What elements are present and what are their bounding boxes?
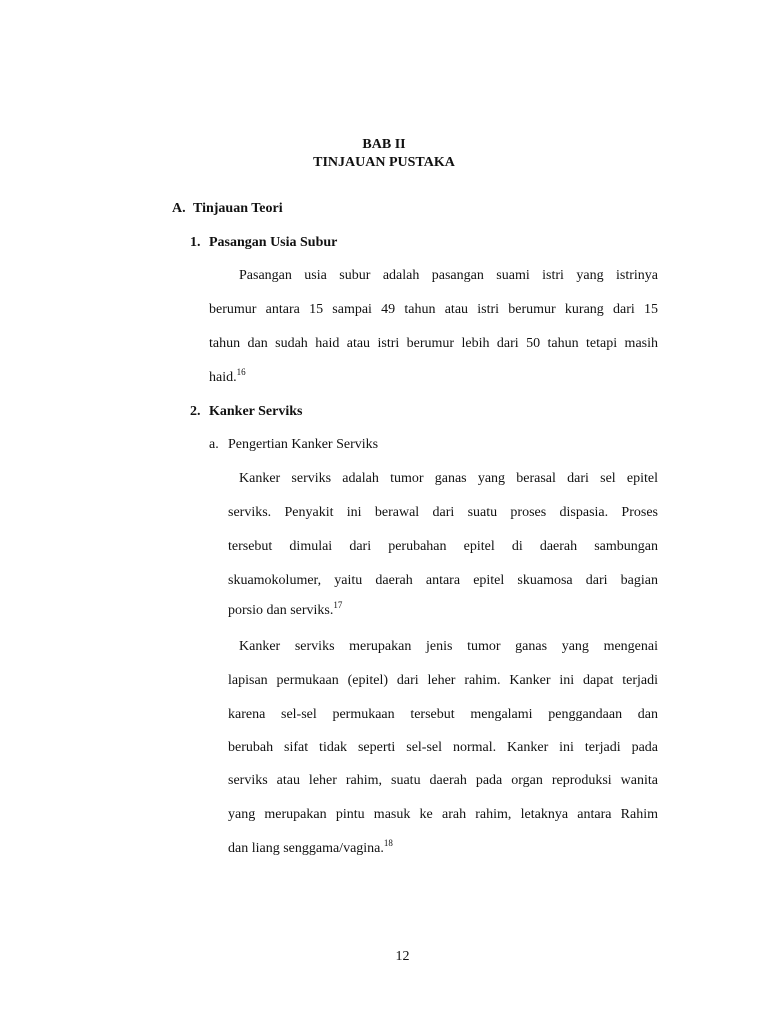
paragraph-last-line <box>209 369 658 387</box>
item-title: Pengertian Kanker Serviks <box>228 437 379 452</box>
paragraph-line: serviks atau leher rahim, suatu daerah pada organ reproduksi wanita <box>228 773 658 788</box>
paragraph-last-line <box>228 602 658 620</box>
paragraph-line: Kanker serviks merupakan jenis tumor ganas yang mengenai <box>239 639 658 654</box>
paragraph-line: skuamokolumer, yaitu daerah antara epitel skuamosa dari bagian <box>228 573 658 588</box>
paragraph-line: berumur antara 15 sampai 49 tahun atau istri berumur kurang dari 15 <box>209 302 658 317</box>
paragraph-text: dan liang senggama/vagina. <box>228 841 384 856</box>
page-number: 12 <box>395 949 410 964</box>
subsection-heading-1 <box>190 234 337 252</box>
paragraph-line: berubah sifat tidak seperti sel-sel normal. Kanker ini terjadi pada <box>228 740 658 755</box>
paragraph-text: porsio dan serviks. <box>228 603 334 618</box>
section-marker: A. <box>172 201 186 216</box>
chapter-title: TINJAUAN PUSTAKA <box>313 155 455 170</box>
paragraph-line: Pasangan usia subur adalah pasangan suami istri yang istrinya <box>239 268 658 283</box>
paragraph-line: serviks. Penyakit ini berawal dari suatu proses dispasia. Proses <box>228 505 658 520</box>
footnote-marker: 18 <box>383 838 393 848</box>
subsection-marker: 2. <box>190 404 201 419</box>
paragraph-line: lapisan permukaan (epitel) dari leher rahim. Kanker ini dapat terjadi <box>228 673 658 688</box>
section-heading-a <box>172 200 283 218</box>
footnote-marker: 17 <box>333 600 343 610</box>
paragraph-line: yang merupakan pintu masuk ke arah rahim, letaknya antara Rahim <box>228 807 658 822</box>
section-title: Tinjauan Teori <box>193 201 283 216</box>
chapter-label: BAB II <box>362 137 406 152</box>
subsection-title: Pasangan Usia Subur <box>209 235 338 250</box>
subsection-heading-2 <box>190 403 302 421</box>
item-marker: a. <box>209 437 219 452</box>
footnote-marker: 16 <box>236 367 246 377</box>
paragraph-text: haid. <box>209 370 237 385</box>
item-heading-a <box>209 436 378 454</box>
paragraph-last-line <box>228 840 658 858</box>
paragraph-line: tersebut dimulai dari perubahan epitel di daerah sambungan <box>228 539 658 554</box>
paragraph-line: Kanker serviks adalah tumor ganas yang berasal dari sel epitel <box>239 471 658 486</box>
subsection-title: Kanker Serviks <box>209 404 303 419</box>
paragraph-line: tahun dan sudah haid atau istri berumur lebih dari 50 tahun tetapi masih <box>209 336 658 351</box>
subsection-marker: 1. <box>190 235 201 250</box>
paragraph-line: karena sel-sel permukaan tersebut mengalami penggandaan dan <box>228 707 658 722</box>
